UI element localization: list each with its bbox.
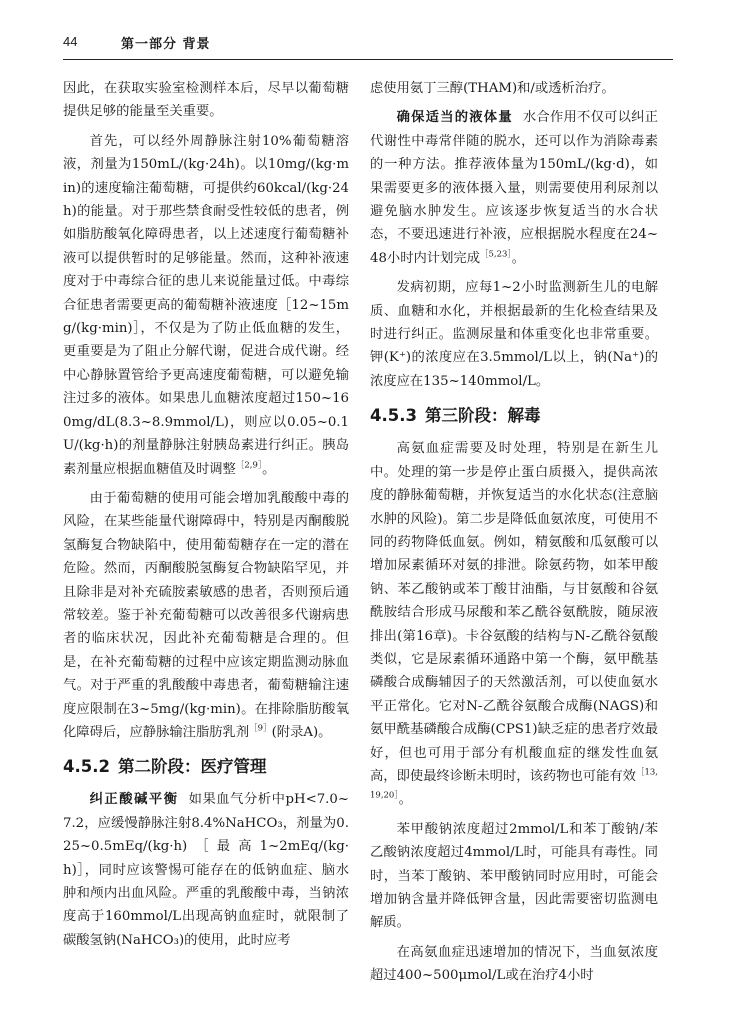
paragraph-continued: 因此，在获取实验室检测样本后，尽早以葡萄糖提供足够的能量至关重要。 — [63, 81, 349, 120]
citation: ［9］ — [249, 723, 272, 734]
paragraph-continued: 虑使用氨丁三醇(THAM)和/或透析治疗。 — [370, 81, 615, 96]
run-in-heading: 纠正酸碱平衡 — [89, 792, 179, 808]
part-title: 第一部分 背景 — [121, 37, 211, 52]
citation: ［5,23］ — [480, 249, 512, 260]
right-column — [370, 77, 658, 994]
run-in-heading: 确保适当的液体量 — [396, 110, 513, 126]
paragraph-glucose-infusion: 首先，可以经外周静脉注射10%葡萄糖溶液，剂量为150mL/(kg·24h)。以10mg/(kg·min)的速度输注葡萄糖，可提供约60kcal/(kg·24h)的能量。对于那些禁食耐受性较低的患者，例如脂肪酸氧化障碍患者，以上述速度行葡萄糖补液可以提供暂时的足够能量。然而，这种补液速度对于中毒综合征的患儿来说能量过低。中毒综合征患者需要更高的葡萄糖补液速度［12~15mg/(kg·min)］，不仅是为了防止低血糖的发生，更重要是为了阻止分解代谢，促进合成代谢。经中心静脉置管给予更高速度葡萄糖，可以避免输注过多的液体。如果患儿血糖浓度超过150~160mg/dL(8.3~8.9mmol/L)，则应以0.05~0.1U/(kg·h)的剂量静脉注射胰岛素进行纠正。胰岛素剂量应根据血糖值及时调整$^{[2,9]}$。 — [63, 133, 349, 477]
page-header — [63, 26, 673, 54]
paragraph-fluid-volume: 确保适当的液体量 水合作用不仅可以纠正代谢性中毒常伴随的脱水，还可以作为消除毒素的一种方法。推荐液体量为150mL/(kg·d)，如果需要更多的液体摄入量，则需要使用利尿剂以避免脑水肿发生。应该逐步恢复适当的水合状态，不要迅速进行补液，应根据脱水程度在24~48小时内计划完成$^{[5,23]}$。 — [370, 110, 659, 266]
paragraph-acid-base: 纠正酸碱平衡 如果血气分析中pH<7.0~7.2，应缓慢静脉注射8.4%NaHCO₃，剂量为0.25~0.5mEq/(kg·h)［最高1~2mEq/(kg·h)］，同时应该警惕可能存在的低钠血症、脑水肿和颅内出血风险。严重的乳酸酸中毒，当钠浓度高于160mmol/L出现高钠血症时，就限制了碳酸氢钠(NaHCO₃)的使用，此时应考 — [63, 792, 349, 948]
paragraph-lactic-acidosis: 由于葡萄糖的使用可能会增加乳酸酸中毒的风险，在某些能量代谢障碍中，特别是丙酮酸脱氢酶复合物缺陷中，使用葡萄糖存在一定的潜在危险。然而，丙酮酸脱氢酶复合物缺陷罕见，并且除非是对补充硫胺素敏感的患者，否则预后通常较差。鉴于补充葡萄糖可以改善很多代谢病患者的临床状况，因此补充葡萄糖是合理的。但是，在补充葡萄糖的过程中应该定期监测动脉血气。对于严重的乳酸酸中毒患者，葡萄糖输注速度应限制在3~5mg/(kg·min)。在排除脂肪酸氧化障碍后，应静脉输注脂肪乳剂$^{[9]}$(附录A)。 — [63, 490, 349, 740]
header-rule — [63, 59, 673, 60]
paragraph-rapid-increase: 在高氨血症迅速增加的情况下，当血氨浓度超过400~500μmol/L或在治疗4小时 — [370, 944, 658, 984]
page-number: 44 — [63, 34, 78, 49]
citation: ［13,19,20］ — [370, 767, 658, 801]
paragraph-toxicity: 苯甲酸钠浓度超过2mmol/L和苯丁酸钠/苯乙酸钠浓度超过4mmol/L时，可能具有毒性。同时，当苯丁酸钠、苯甲酸钠同时应用时，可能会增加钠含量并降低钾含量，因此需要密切监测电解质。 — [370, 821, 658, 931]
section-heading-4-5-3: 4.5.3 第三阶段：解毒 — [370, 406, 541, 426]
section-heading-4-5-2: 4.5.2 第二阶段：医疗管理 — [63, 757, 267, 777]
citation: ［2,9］ — [235, 460, 263, 471]
left-column — [63, 77, 349, 958]
paragraph-hyperammonemia: 高氨血症需要及时处理，特别是在新生儿中。处理的第一步是停止蛋白质摄入，提供高浓度的静脉葡萄糖，并恢复适当的水化状态(注意脑水肿的风险)。第二步是降低血氨浓度，可使用不同的药物降低血氨。例如，精氨酸和瓜氨酸可以增加尿素循环对氨的排泄。除氨药物，如苯甲酸钠、苯乙酸钠或苯丁酸甘油酯，与甘氨酸和谷氨酰胺结合形成马尿酸和苯乙酰谷氨酰胺，随尿液排出(第16章)。卡谷氨酸的结构与N-乙酰谷氨酸类似，它是尿素循环通路中第一个酶，氨甲酰基磷酸合成酶辅因子的天然激活剂，可以使血氨水平正常化。它对N-乙酰谷氨酸合成酶(NAGS)和氨甲酰基磷酸合成酶(CPS1)缺乏症的患者疗效最好，但也可用于部分有机酸血症的继发性血氨高，即使最终诊断未明时，该药物也可能有效$^{[13,19,20]}$。 — [370, 441, 658, 808]
paragraph-electrolytes: 发病初期，应每1~2小时监测新生儿的电解质、血糖和水化，并根据最新的生化检查结果及时进行纠正。监测尿量和体重变化也非常重要。钾(K⁺)的浓度应在3.5mmol/L以上，钠(Na⁺)的浓度应在135~140mmol/L。 — [370, 280, 658, 389]
